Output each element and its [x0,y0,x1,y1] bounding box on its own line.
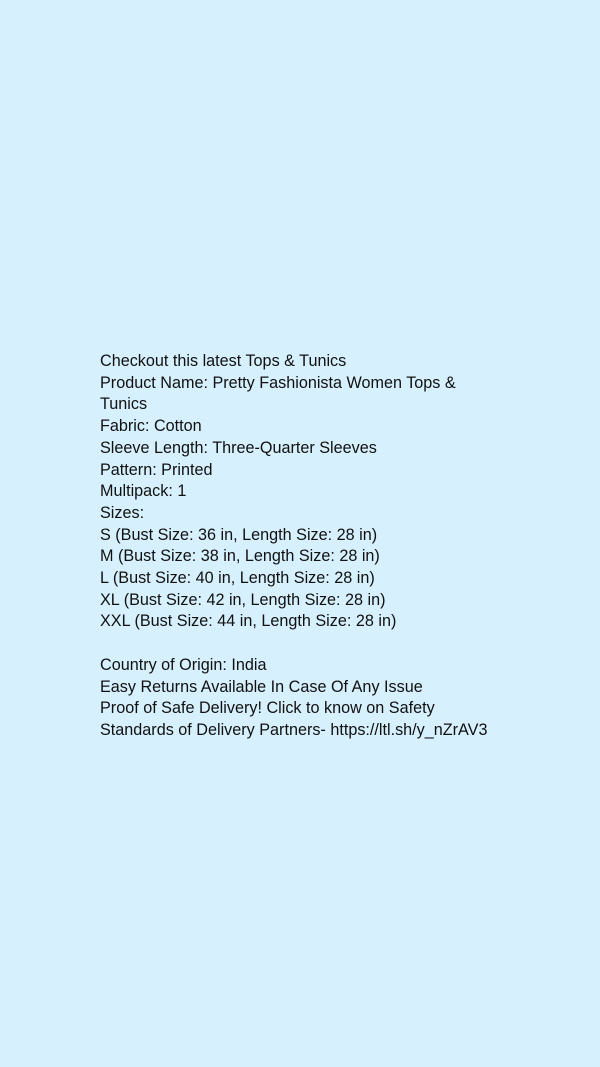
size-m: M (Bust Size: 38 in, Length Size: 28 in) [100,547,380,566]
safe-delivery-line-2: Standards of Delivery Partners- https://ltl.sh/y_nZrAV3 [100,720,488,739]
intro-text: Checkout this latest Tops & Tunics [100,352,347,370]
sleeve-length-text: Sleeve Length: Three-Quarter Sleeves [100,438,377,457]
size-s: S (Bust Size: 36 in, Length Size: 28 in) [100,525,378,544]
pattern-text: Pattern: Printed [100,460,213,479]
safe-delivery-line-1: Proof of Safe Delivery! Click to know on Safety [100,699,435,718]
multipack-text: Multipack: 1 [100,482,187,501]
size-xxl: XXL (Bust Size: 44 in, Length Size: 28 in) [100,612,397,631]
blank-line [100,633,540,655]
easy-returns-text: Easy Returns Available In Case Of Any Issue [100,677,423,696]
fabric-text: Fabric: Cotton [100,417,202,436]
sizes-heading: Sizes: [100,503,145,522]
country-of-origin-text: Country of Origin: India [100,655,267,674]
size-l: L (Bust Size: 40 in, Length Size: 28 in) [100,569,375,588]
product-name-line-1: Product Name: Pretty Fashionista Women Tops & [100,373,456,392]
size-xl: XL (Bust Size: 42 in, Length Size: 28 in) [100,590,386,609]
product-name-line-2: Tunics [100,395,148,414]
product-description [100,351,540,742]
